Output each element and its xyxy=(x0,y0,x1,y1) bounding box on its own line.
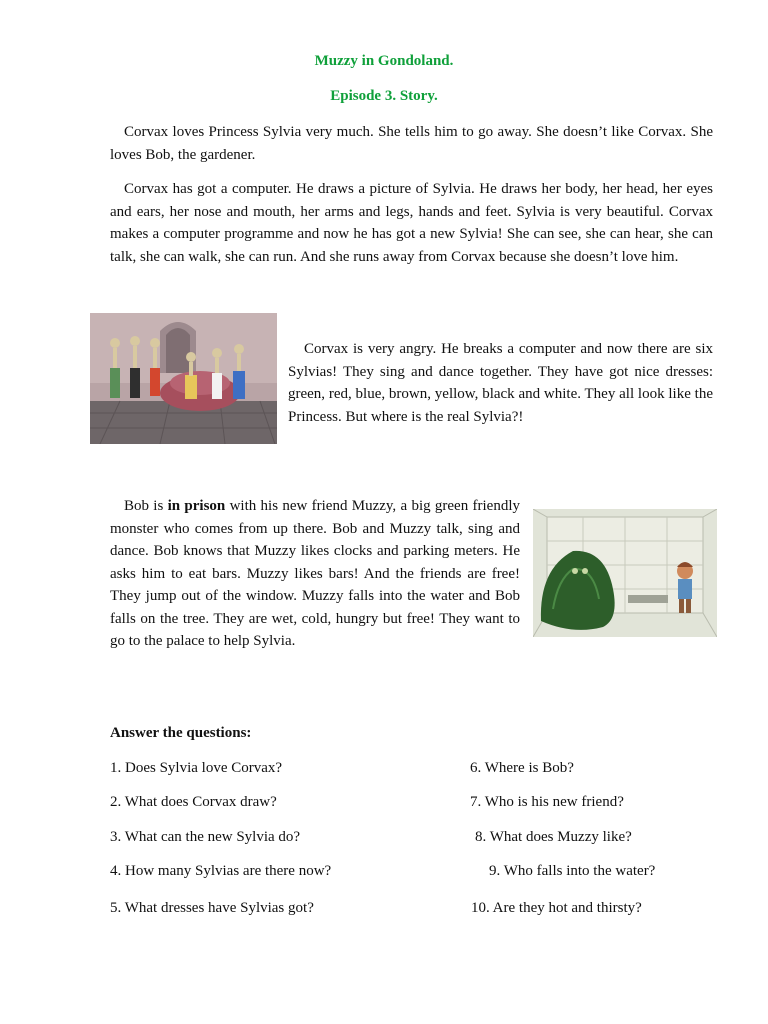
question-5: 5. What dresses have Sylvias got? xyxy=(110,900,314,916)
prison-cell-illustration xyxy=(533,509,717,637)
question-10: 10. Are they hot and thirsty? xyxy=(471,900,642,916)
story-paragraph-4: Bob is in prison with his new friend Muzzy, a big green friendly monster who comes from up there. Bob and Muzzy talk, sing and dance. Bob knows that Muzzy likes clocks and parking meters. He asks him to eat bars. Muzzy likes bars! And the friends are free! They jump out of the window. Muzzy falls into the water and Bob falls on the tree. They are wet, cold, hungry but free! They want to go to the palace to help Sylvia. xyxy=(110,498,521,649)
emphasis-in-prison: in prison xyxy=(167,498,226,514)
story-paragraph-3: Corvax is very angry. He breaks a computer and now there are six Sylvias! They sing and dance together. They have got nice dresses: green, red, blue, brown, yellow, black and white. They all look like the Princess. But where is the real Sylvia?! xyxy=(288,341,713,425)
episode-subtitle: Episode 3. Story. xyxy=(330,88,438,104)
question-7: 7. Who is his new friend? xyxy=(470,794,624,810)
question-6: 6. Where is Bob? xyxy=(470,760,574,776)
question-4: 4. How many Sylvias are there now? xyxy=(110,863,332,879)
question-1: 1. Does Sylvia love Corvax? xyxy=(110,760,283,776)
question-8: 8. What does Muzzy like? xyxy=(475,829,632,845)
question-2: 2. What does Corvax draw? xyxy=(110,794,277,810)
story-paragraph-2: Corvax has got a computer. He draws a picture of Sylvia. He draws her body, her head, her eyes and ears, her nose and mouth, her arms and legs, hands and feet. Sylvia is very beautiful. Corvax makes a computer programme and now he has got a new Sylvia! She can see, she can hear, she can talk, she can walk, she can run. And she runs away from Corvax because she doesn’t love him. xyxy=(110,181,713,265)
six-sylvias-illustration xyxy=(90,313,277,444)
question-9: 9. Who falls into the water? xyxy=(489,863,656,879)
questions-heading: Answer the questions: xyxy=(110,725,252,741)
question-3: 3. What can the new Sylvia do? xyxy=(110,829,301,845)
page-title: Muzzy in Gondoland. xyxy=(314,53,454,69)
story-paragraph-1: Corvax loves Princess Sylvia very much. She tells him to go away. She doesn’t like Corvax. She loves Bob, the gardener. xyxy=(110,124,713,163)
